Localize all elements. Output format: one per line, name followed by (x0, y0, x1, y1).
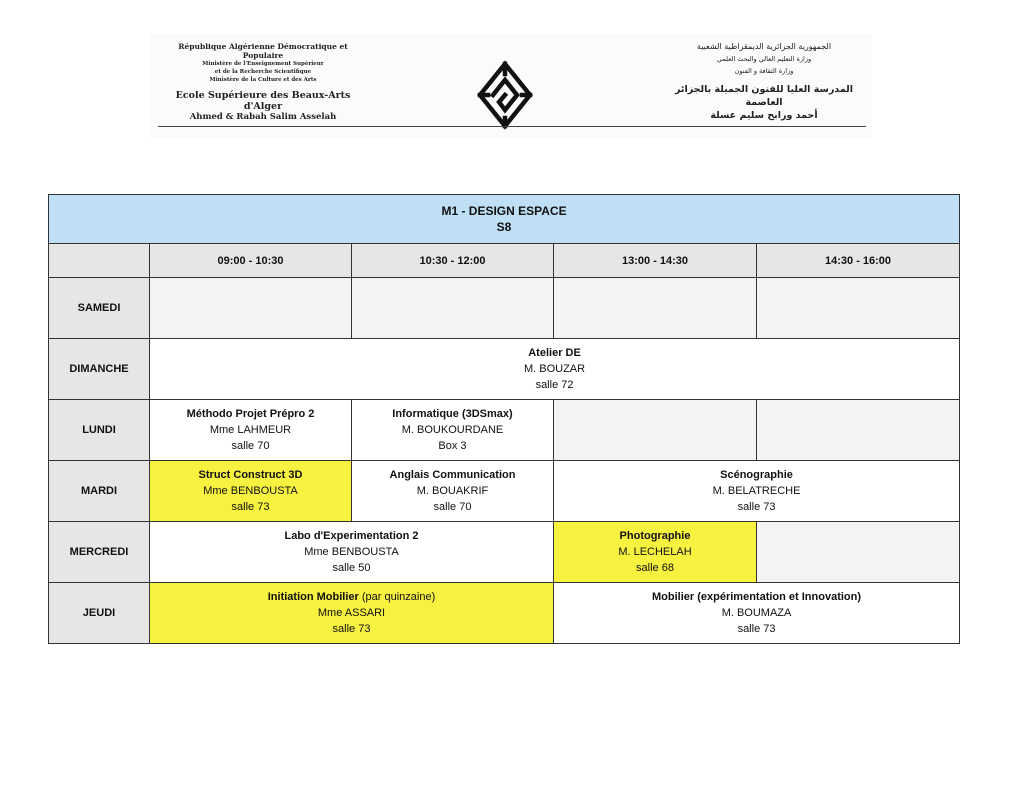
course-cell-highlighted (150, 583, 554, 644)
room-label: salle 50 (332, 562, 371, 574)
course-name: Labo d'Experimentation 2 (284, 530, 419, 542)
header-row (49, 244, 960, 278)
course-cell (150, 339, 960, 400)
day-label: LUNDI (49, 400, 150, 461)
course-cell (352, 400, 554, 461)
course-cell (150, 400, 352, 461)
school-subname: Ahmed & Rabah Salim Asselah (189, 112, 337, 122)
ministry-line-ar: وزارة الثقافة و الفنون (734, 67, 794, 75)
republic-name: République Algérienne Démocratique et Populaire (178, 42, 348, 60)
timetable (48, 194, 959, 644)
room-label: Box 3 (438, 440, 467, 452)
course-cell-highlighted (150, 461, 352, 522)
day-label: JEUDI (49, 583, 150, 644)
ministry-line: Ministère de l'Enseignement Supérieur (202, 61, 324, 67)
teacher-name: M. LECHELAH (618, 546, 692, 558)
letterhead-french (158, 42, 368, 123)
slot-header: 13:00 - 14:30 (554, 244, 757, 278)
row-samedi (49, 278, 960, 339)
teacher-name: Mme BENBOUSTA (203, 485, 298, 497)
room-label: salle 73 (737, 623, 776, 635)
teacher-name: M. BOUAKRIF (416, 485, 489, 497)
corner-cell (49, 244, 150, 278)
day-label: MERCREDI (49, 522, 150, 583)
room-label: salle 70 (433, 501, 472, 513)
row-lundi (49, 400, 960, 461)
day-label: MARDI (49, 461, 150, 522)
republic-name-ar: الجمهورية الجزائرية الديمقراطية الشعبية (696, 42, 832, 51)
school-name: Ecole Supérieure des Beaux-Arts d'Alger (175, 90, 351, 112)
room-label: salle 73 (332, 623, 371, 635)
course-cell (554, 461, 960, 522)
empty-slot (352, 278, 554, 339)
school-logo-icon (476, 60, 534, 130)
teacher-name: Mme BENBOUSTA (304, 546, 399, 558)
ministry-line-ar: وزارة التعليم العالي والبحث العلمي (716, 55, 812, 63)
course-name: Struct Construct 3D (198, 469, 303, 481)
empty-slot (757, 400, 960, 461)
schedule-table (48, 194, 960, 644)
course-cell-highlighted (554, 522, 757, 583)
ministry-line: Ministère de la Culture et des Arts (209, 77, 317, 83)
slot-header: 09:00 - 10:30 (150, 244, 352, 278)
room-label: salle 73 (737, 501, 776, 513)
course-name: Anglais Communication (389, 469, 516, 481)
semester-label: S8 (496, 220, 512, 234)
row-dimanche (49, 339, 960, 400)
letterhead-divider (158, 126, 866, 127)
course-name: Informatique (3DSmax) (392, 408, 513, 420)
course-name: Méthodo Projet Prépro 2 (186, 408, 315, 420)
day-label: DIMANCHE (49, 339, 150, 400)
teacher-name: M. BELATRECHE (712, 485, 801, 497)
course-cell (352, 461, 554, 522)
empty-slot (554, 400, 757, 461)
room-label: salle 73 (231, 501, 270, 513)
letterhead-arabic (664, 40, 864, 122)
empty-slot (757, 522, 960, 583)
empty-slot (150, 278, 352, 339)
ministry-line: et de la Recherche Scientifique (214, 69, 312, 75)
empty-slot (757, 278, 960, 339)
course-name: Scénographie (720, 469, 793, 481)
course-name: Photographie (619, 530, 691, 542)
teacher-name: Mme ASSARI (317, 607, 386, 619)
slot-header: 10:30 - 12:00 (352, 244, 554, 278)
course-name: Atelier DE (528, 347, 581, 359)
teacher-name: M. BOUMAZA (721, 607, 792, 619)
slot-header: 14:30 - 16:00 (757, 244, 960, 278)
teacher-name: Mme LAHMEUR (209, 424, 292, 436)
school-name-ar: المدرسة العليا للفنون الجميلة بالجزائر العاصمة (675, 84, 853, 108)
course-note: (par quinzaine) (361, 591, 436, 603)
program-title: M1 - DESIGN ESPACE (441, 204, 567, 218)
teacher-name: M. BOUZAR (523, 363, 586, 375)
letterhead (150, 34, 872, 138)
row-mardi (49, 461, 960, 522)
room-label: salle 70 (231, 440, 270, 452)
course-name: Mobilier (expérimentation et Innovation) (652, 591, 862, 603)
room-label: salle 68 (636, 562, 674, 574)
day-label: SAMEDI (49, 278, 150, 339)
empty-slot (554, 278, 757, 339)
course-name: Initiation Mobilier (267, 591, 359, 603)
timetable-title (49, 195, 960, 244)
school-subname-ar: أحمد ورابح سليم عسلة (710, 110, 818, 121)
row-jeudi (49, 583, 960, 644)
row-mercredi (49, 522, 960, 583)
course-cell (554, 583, 960, 644)
room-label: salle 72 (535, 379, 574, 391)
course-cell (150, 522, 554, 583)
teacher-name: M. BOUKOURDANE (401, 424, 504, 436)
title-row (49, 195, 960, 244)
